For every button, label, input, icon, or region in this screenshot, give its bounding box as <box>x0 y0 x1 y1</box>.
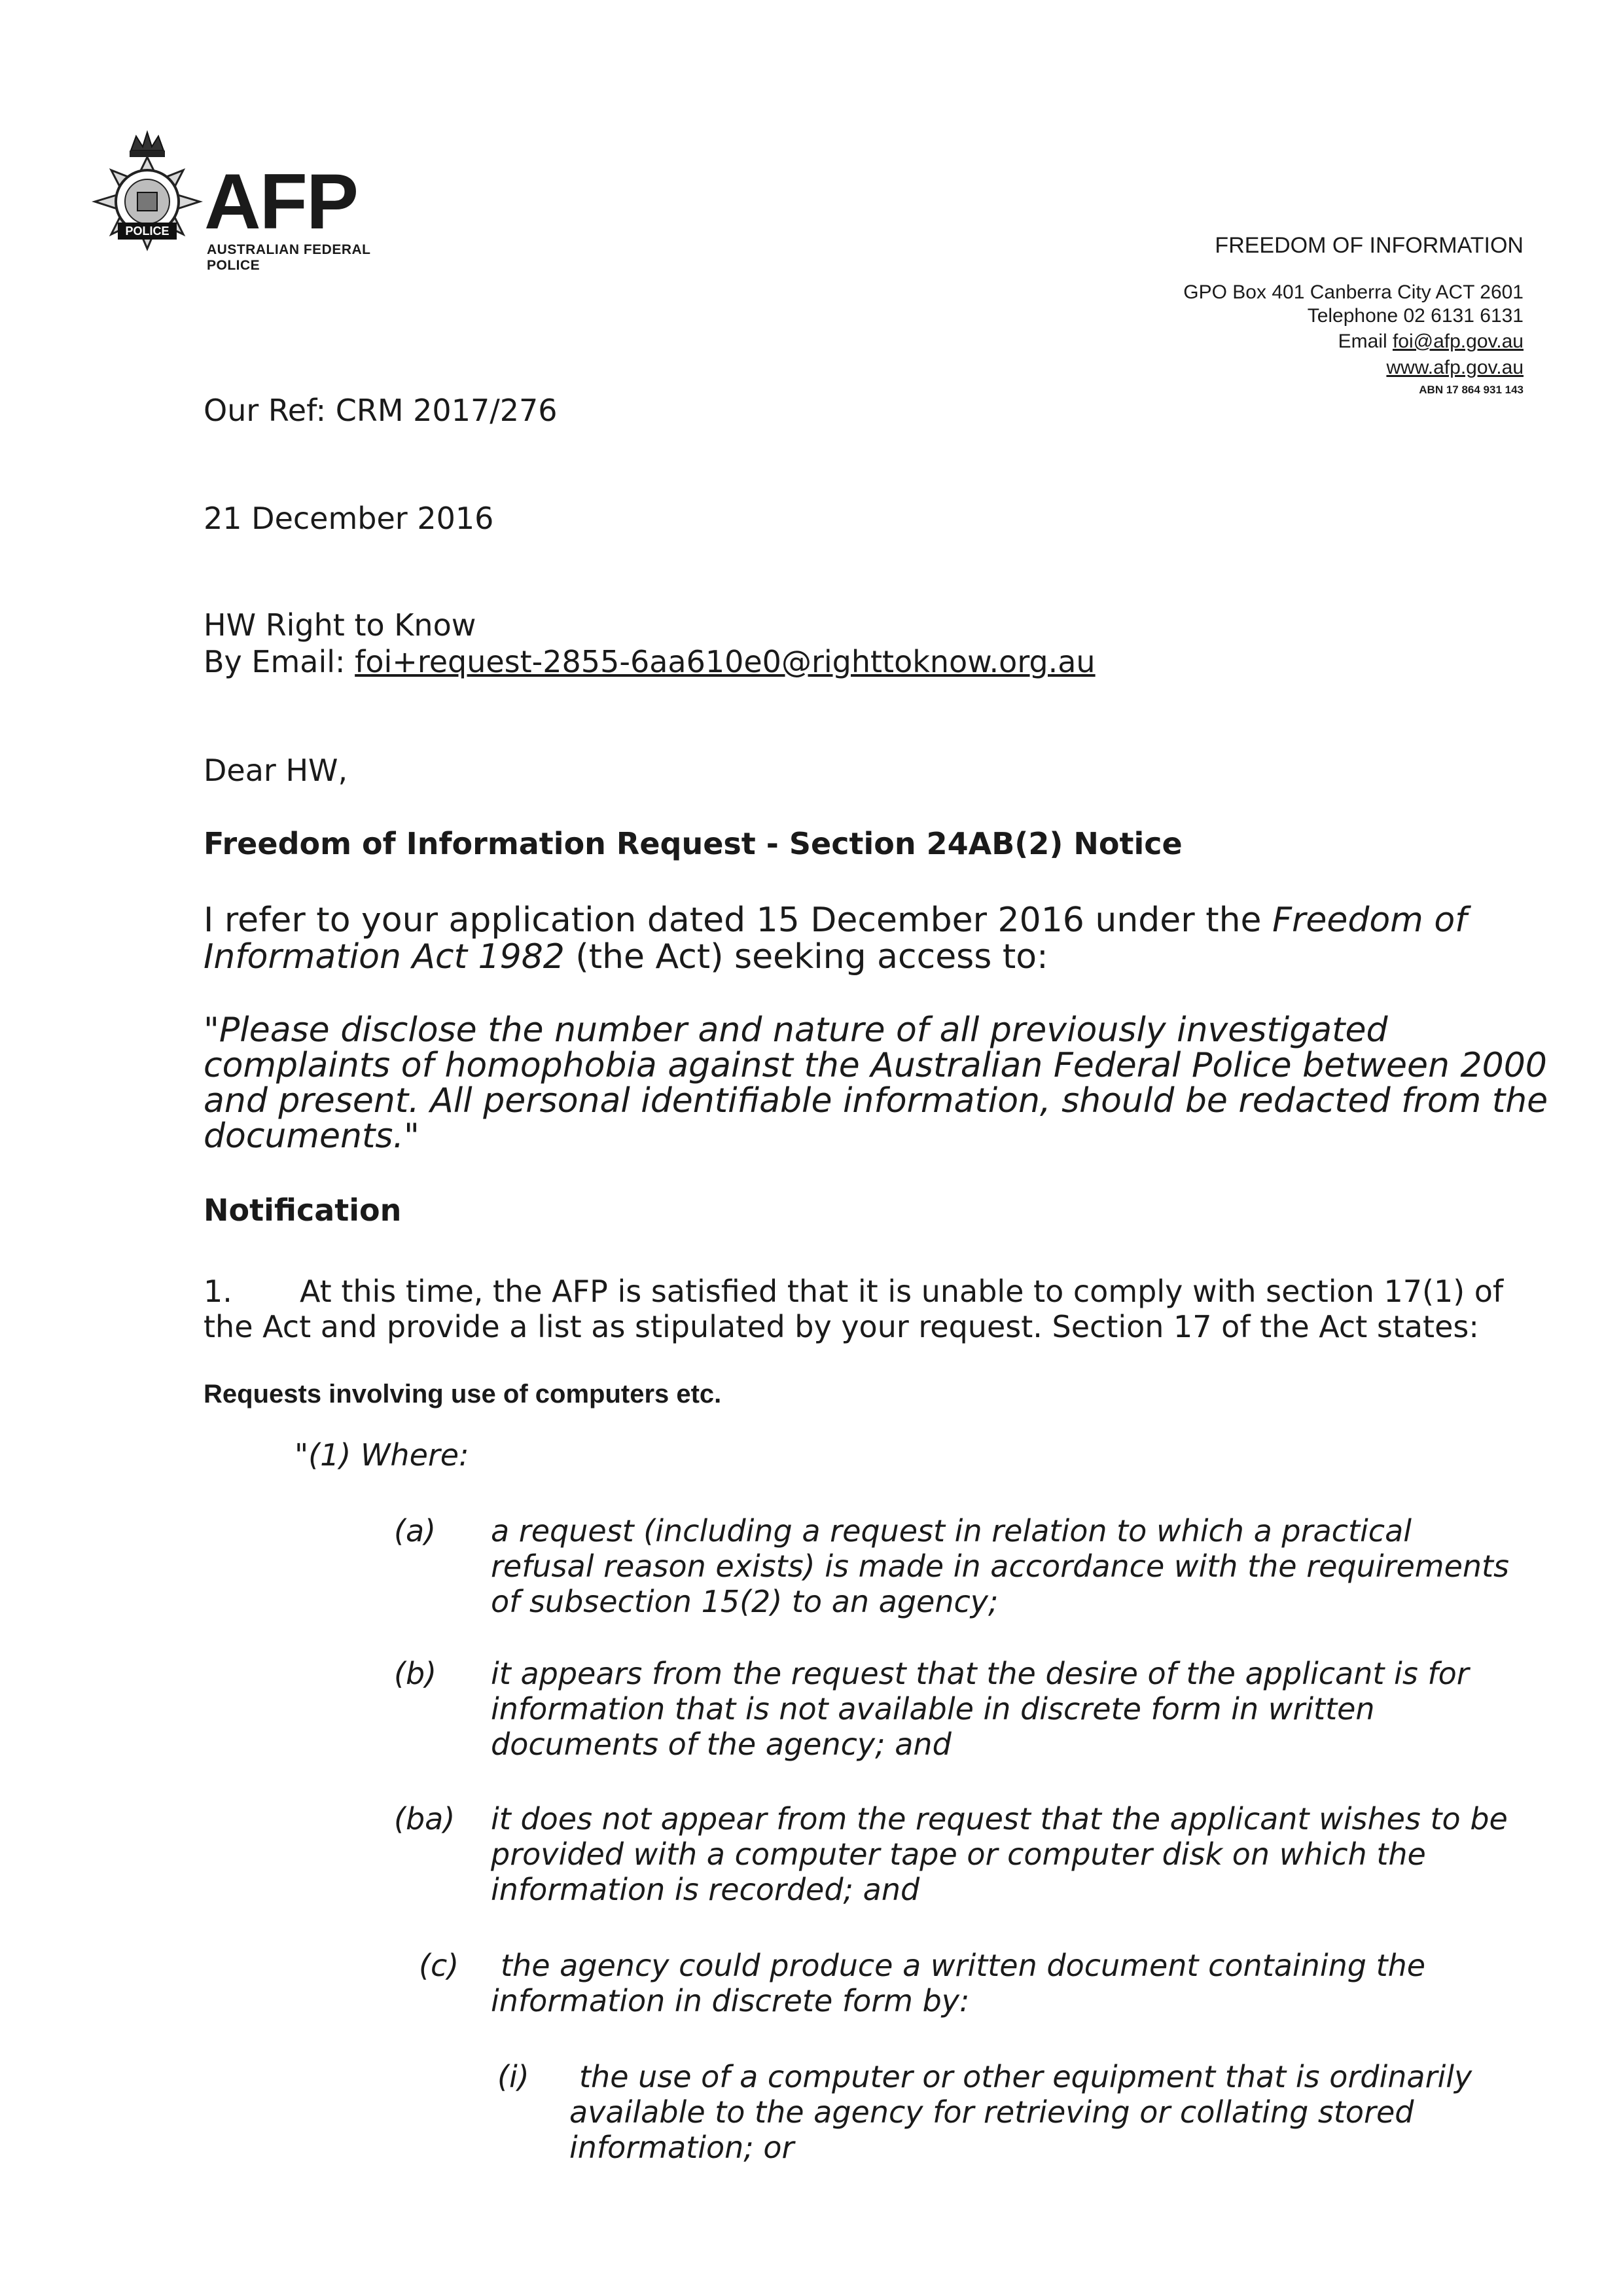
our-ref: Our Ref: CRM 2017/276 <box>204 393 558 428</box>
item-line: a request (including a request in relation to which a practical <box>491 1513 1412 1549</box>
item-line: the agency could produce a written document containing the <box>501 1948 1426 1983</box>
header-telephone: Telephone 02 6131 6131 <box>1307 305 1524 327</box>
item-line: it does not appear from the request that the applicant wishes to be <box>491 1801 1508 1837</box>
quote-line: and present. All personal identifiable information, should be redacted from the <box>204 1081 1548 1121</box>
afp-logo <box>85 124 425 273</box>
header-website <box>1386 357 1524 379</box>
quote-line: complaints of homophobia against the Australian Federal Police between 2000 <box>204 1046 1547 1085</box>
subsection-intro: "(1) Where: <box>294 1437 469 1473</box>
logo-subtitle: AUSTRALIAN FEDERAL POLICE <box>207 242 371 273</box>
header-address: GPO Box 401 Canberra City ACT 2601 <box>1183 281 1524 303</box>
intro-line-1 <box>204 902 1467 939</box>
act-name-2: Information Act 1982 <box>204 937 565 977</box>
item-line: documents of the agency; and <box>491 1727 952 1762</box>
recipient-name: HW Right to Know <box>204 607 476 643</box>
salutation: Dear HW, <box>204 753 348 788</box>
item-label: (a) <box>394 1513 437 1549</box>
item-line: information is recorded; and <box>491 1872 920 1907</box>
para-1-line-1: At this time, the AFP is satisfied that it is unable to comply with section 17(1) of <box>300 1274 1504 1309</box>
item-line: information in discrete form by: <box>491 1983 970 2018</box>
recipient-email-link[interactable]: foi+request-2855-6aa610e0@righttoknow.org.au <box>355 644 1096 679</box>
subitem-line: the use of a computer or other equipment that is ordinarily <box>579 2059 1472 2094</box>
para-1-number: 1. <box>204 1274 232 1309</box>
intro-text-2: (the Act) seeking access to: <box>564 937 1048 977</box>
item-label: (c) <box>419 1948 459 1983</box>
quote-line: "Please disclose the number and nature of all previously investigated <box>204 1011 1388 1050</box>
website-link[interactable]: www.afp.gov.au <box>1386 357 1524 378</box>
header-abn: ABN 17 864 931 143 <box>1419 384 1524 396</box>
svg-text:POLICE: POLICE <box>125 224 169 238</box>
subitem-line: available to the agency for retrieving or collating stored <box>569 2094 1414 2130</box>
email-link[interactable]: foi@afp.gov.au <box>1392 331 1524 352</box>
item-line: of subsection 15(2) to an agency; <box>491 1584 999 1619</box>
subitem-line: information; or <box>569 2130 794 2165</box>
section-heading: Requests involving use of computers etc. <box>204 1380 722 1408</box>
afp-seal-icon <box>85 124 209 268</box>
by-email-label: By Email: <box>204 644 355 679</box>
intro-text: I refer to your application dated 15 December 2016 under the <box>204 901 1273 940</box>
subject-heading: Freedom of Information Request - Section 24AB(2) Notice <box>204 826 1183 861</box>
logo-wordmark: AFP <box>204 158 357 245</box>
recipient-email-line <box>204 644 1096 679</box>
item-line: information that is not available in discrete form in written <box>491 1691 1375 1727</box>
letter-date: 21 December 2016 <box>204 501 494 536</box>
header-email <box>1338 331 1524 353</box>
para-1-line-2: the Act and provide a list as stipulated by your request. Section 17 of the Act states: <box>204 1309 1479 1344</box>
intro-line-2 <box>204 939 1048 975</box>
item-line: provided with a computer tape or computer disk on which the <box>491 1837 1426 1872</box>
quote-line: documents." <box>204 1117 419 1156</box>
item-line: it appears from the request that the desire of the applicant is for <box>491 1656 1469 1691</box>
item-label: (b) <box>394 1656 437 1691</box>
act-name-1: Freedom of <box>1272 901 1467 940</box>
notification-heading: Notification <box>204 1193 402 1228</box>
subitem-label: (i) <box>497 2059 529 2094</box>
item-label: (ba) <box>394 1801 455 1837</box>
header-email-label: Email <box>1338 331 1393 352</box>
header-unit: FREEDOM OF INFORMATION <box>1215 233 1524 258</box>
item-line: refusal reason exists) is made in accordance with the requirements <box>491 1549 1510 1584</box>
